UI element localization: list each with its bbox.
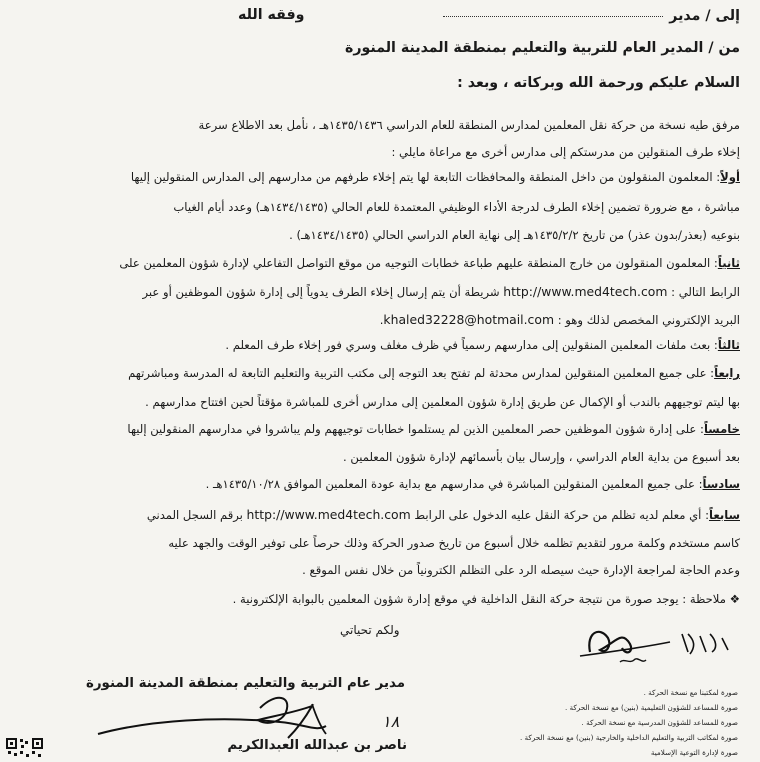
item-fourth-line-2: بها ليتم توجيههم بالندب أو الإكمال عن طريق إدارة شؤون المعلمين إلى مدارس أخرى للمباشرة مؤقتاً لحين افتتاح مدارسهم . bbox=[145, 395, 740, 409]
signature-title: مدير عام التربية والتعليم بمنطقة المدينة المنورة bbox=[85, 676, 405, 691]
item-second-link-suffix: شريطة أن يتم إرسال إخلاء الطرف يدوياً إلى إدارة شؤون الموظفين أو عبر bbox=[142, 285, 500, 299]
closing-line: ولكم تحياتي bbox=[340, 623, 400, 637]
cc-item-1: صورة لمكتبنا مع نسخة الحركة . bbox=[643, 688, 738, 697]
item-fourth-text: : على جميع المعلمين المنقولين لمدارس محدثة لم تفتح بعد التوجه إلى مكتب التربية والتعليم التابعة له المدرسة ومباشرتهم bbox=[128, 366, 715, 380]
item-second-link-prefix: الرابط التالي : bbox=[671, 285, 740, 299]
item-fourth-label: رابعاً bbox=[714, 366, 740, 380]
email-link[interactable]: khaled32228@hotmail.com bbox=[383, 312, 555, 327]
item-fourth-line-1 bbox=[20, 366, 740, 380]
signature-name: ناصر بن عبدالله العبدالكريم bbox=[227, 738, 407, 753]
closing-top: وفقه الله bbox=[238, 7, 305, 23]
item-seventh-link-suffix: برقم السجل المدني bbox=[146, 508, 243, 522]
item-second-email-prefix: البريد الإلكتروني المخصص لذلك وهو : bbox=[557, 313, 740, 327]
initials-signature bbox=[560, 612, 740, 672]
note-line: ❖ ملاحظة : يوجد صورة من نتيجة حركة النقل الداخلية في موقع إدارة شؤون المعلمين بالبوابة الإلكترونية . bbox=[232, 592, 740, 606]
item-second-email-suffix: . bbox=[379, 313, 384, 327]
item-seventh-line-1 bbox=[20, 507, 740, 522]
item-seventh-label: سابعاً bbox=[708, 508, 740, 522]
med4tech-link-2[interactable]: http://www.med4tech.com bbox=[246, 507, 411, 522]
item-third-text: : بعث ملفات المعلمين المنقولين إلى مدارسهم رسمياً في ظرف مغلف وسري فور إخلاء طرف المعلم . bbox=[225, 338, 718, 352]
cc-item-5: صورة لإدارة التوعية الإسلامية bbox=[650, 748, 738, 757]
item-second-text: : المعلمون المنقولون من خارج المنطقة عليهم طباعة خطابات التوجيه من موقع التواصل التفاعلي لإدارة شؤون المعلمين على bbox=[119, 256, 718, 270]
item-sixth-line-1 bbox=[20, 477, 740, 491]
item-first-label: أولاً bbox=[720, 170, 740, 184]
item-fifth-text: : على إدارة شؤون الموظفين حصر المعلمين الذين لم يستلموا خطابات توجيههم ولم يباشروا في مدارسهم المنقولين إليها bbox=[127, 422, 704, 436]
item-first-line-3: بنوعيه (بعذر/بدون عذر) من تاريخ ١٤٣٥/٢/٢هـ إلى نهاية العام الدراسي الحالي (١٤٣٤/١٤٣٥هـ) . bbox=[289, 228, 740, 242]
cc-item-4: صورة لمكاتب التربية والتعليم الداخلية والخارجية (بنين) مع نسخة الحركة . bbox=[519, 733, 738, 742]
item-first-line-2: مباشرة ، مع ضرورة تضمين إخلاء الطرف لدرجة الأداء الوظيفي المعتمدة للعام الحالي (١٤٣٤/١٤٣٥هـ) وعدد أيام الغياب bbox=[173, 200, 740, 214]
cc-item-2: صورة للمساعد للشؤون التعليمية (بنين) مع نسخة الحركة . bbox=[564, 703, 738, 712]
item-fifth-line-1 bbox=[20, 422, 740, 436]
greeting-line: السلام عليكم ورحمة الله وبركاته ، وبعد : bbox=[457, 75, 740, 91]
item-second-line-1 bbox=[20, 256, 740, 270]
item-second-line-2 bbox=[20, 284, 740, 299]
item-second-label: ثانياً bbox=[717, 256, 740, 270]
intro-line-2: إخلاء طرف المنقولين من مدرستكم إلى مدارس أخرى مع مراعاة مايلي : bbox=[391, 145, 740, 159]
recipient-line bbox=[20, 8, 740, 24]
item-seventh-line-3: وعدم الحاجة لمراجعة الإدارة حيث سيصله الرد على التظلم الكترونياً من خلال نفس الموقع . bbox=[302, 563, 740, 577]
handwritten-number: ١٨ bbox=[382, 712, 400, 731]
cc-item-3: صورة للمساعد للشؤون المدرسية مع نسخة الحركة . bbox=[581, 718, 738, 727]
recipient-blank bbox=[443, 16, 663, 17]
qr-code-icon bbox=[6, 736, 46, 760]
item-first-line-1 bbox=[20, 170, 740, 184]
item-seventh-line-2: كاسم مستخدم وكلمة مرور لتقديم تظلمه خلال أسبوع من تاريخ صدور الحركة وذلك حرصاً على توفير الوقت والجهد عليه bbox=[168, 536, 740, 550]
item-seventh-link-prefix: : أي معلم لديه تظلم من حركة النقل عليه الدخول على الرابط bbox=[414, 508, 709, 522]
item-first-text: : المعلمون المنقولون من داخل المنطقة والمحافظات التابعة لها يتم إخلاء طرفهم من مدارسهم إلى المدارس المنقولين إليها bbox=[130, 170, 721, 184]
sender-line: من / المدير العام للتربية والتعليم بمنطقة المدينة المنورة bbox=[344, 40, 740, 56]
recipient-to: إلى / مدير bbox=[669, 8, 740, 24]
intro-line-1: مرفق طيه نسخة من حركة نقل المعلمين لمدارس المنطقة للعام الدراسي ١٤٣٥/١٤٣٦هـ ، نأمل بعد الاطلاع سرعة bbox=[198, 118, 740, 132]
item-third-label: ثالثاً bbox=[717, 338, 740, 352]
item-fifth-label: خامساً bbox=[703, 422, 740, 436]
item-sixth-text: : على جميع المعلمين المنقولين المباشرة في مدارسهم مع بداية عودة المعلمين الموافق ١٤٣٥/١٠/٢٨هـ . bbox=[205, 477, 703, 491]
item-fifth-line-2: بعد أسبوع من بداية العام الدراسي ، وإرسال بيان بأسمائهم لإدارة شؤون المعلمين . bbox=[343, 450, 740, 464]
item-third-line-1 bbox=[20, 338, 740, 352]
item-sixth-label: سادساً bbox=[702, 477, 740, 491]
item-second-line-3 bbox=[20, 312, 740, 327]
med4tech-link[interactable]: http://www.med4tech.com bbox=[503, 284, 668, 299]
